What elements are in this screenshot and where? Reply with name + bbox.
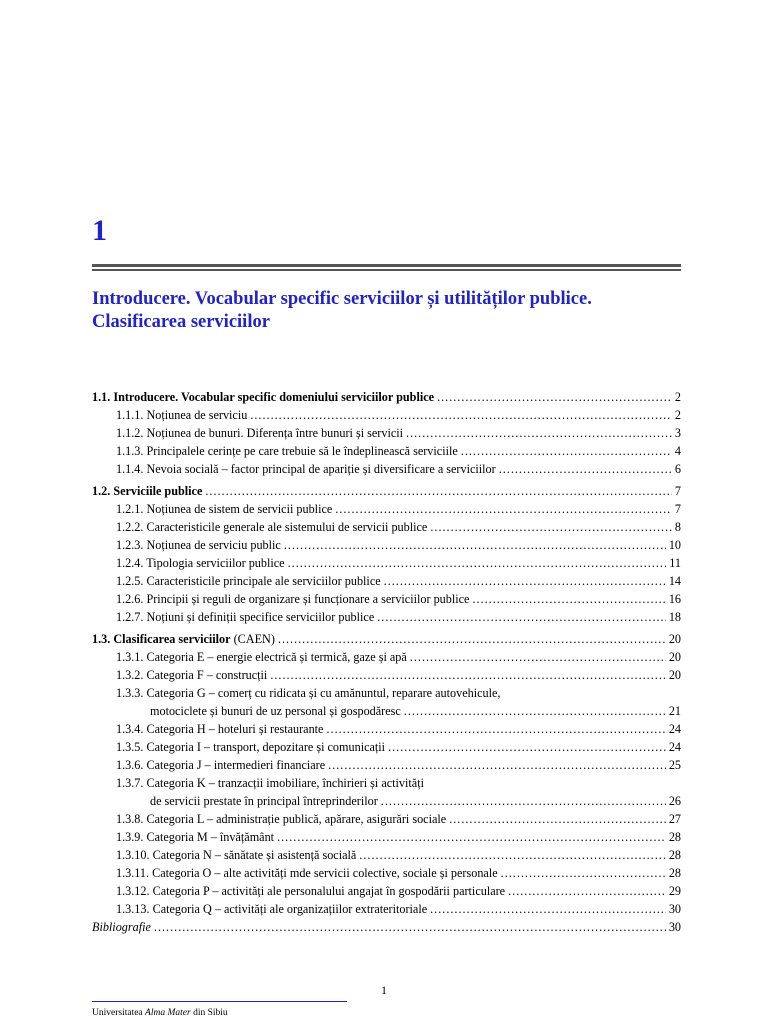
toc-entry-1-3-9[interactable]: 1.3.9. Categoria M – învățământ ..... 28 <box>92 828 681 846</box>
chapter-title <box>92 288 692 334</box>
footer-italic: Alma Mater <box>145 1008 191 1018</box>
page-number: 1 <box>381 983 387 997</box>
toc-entry-1-2-6[interactable]: 1.2.6. Principii și reguli de organizare și funcționare a serviciilor publice ..... 16 <box>92 590 681 608</box>
toc-entry-1-3-7[interactable]: 1.3.7. Categoria K – tranzacții imobiliare, închirieri și activități <box>116 776 424 790</box>
toc-entry-1-1[interactable]: 1.1. Introducere. Vocabular specific domeniului serviciilor publice ..... 2 <box>92 388 681 406</box>
chapter-number: 1 <box>92 214 107 247</box>
toc-entry-1-2[interactable]: 1.2. Serviciile publice ..... 7 <box>92 482 681 500</box>
footnote-rule <box>92 1001 347 1002</box>
toc-entry-1-2-5[interactable]: 1.2.5. Caracteristicile principale ale serviciilor publice ..... 14 <box>92 572 681 590</box>
toc-entry-1-3-5[interactable]: 1.3.5. Categoria I – transport, depozitare și comunicații ..... 24 <box>92 738 681 756</box>
toc-entry-1-3-3[interactable]: 1.3.3. Categoria G – comerț cu ridicata și cu amănuntul, reparare autovehicule, <box>116 686 501 700</box>
toc-entry-1-3-7-continued[interactable]: de servicii prestate în principal întreprinderilor ..... 26 <box>92 792 681 810</box>
toc-entry-1-2-3[interactable]: 1.2.3. Noțiunea de serviciu public ..... 10 <box>92 536 681 554</box>
table-of-contents <box>92 388 681 936</box>
chapter-title-line-2: Clasificarea serviciilor <box>92 312 270 332</box>
toc-entry-1-3-8[interactable]: 1.3.8. Categoria L – administrație publică, apărare, asigurări sociale ..... 27 <box>92 810 681 828</box>
toc-entry-1-2-7[interactable]: 1.2.7. Noțiuni și definiții specifice serviciilor publice ..... 18 <box>92 608 681 626</box>
toc-entry-1-3-1[interactable]: 1.3.1. Categoria E – energie electrică și termică, gaze și apă ..... 20 <box>92 648 681 666</box>
toc-entry-1-3-3-continued[interactable]: motociclete și bunuri de uz personal și gospodăresc ..... 21 <box>92 702 681 720</box>
toc-entry-1-3-11[interactable]: 1.3.11. Categoria O – alte activități mde servicii colective, sociale și personale ..... 28 <box>92 864 681 882</box>
chapter-rule-thick <box>92 264 681 267</box>
chapter-rule-thin <box>92 269 681 271</box>
chapter-title-line-1: Introducere. Vocabular specific serviciilor și utilităților publice. <box>92 289 592 309</box>
toc-entry-1-1-3[interactable]: 1.1.3. Principalele cerințe pe care trebuie să le îndeplinească serviciile ..... 4 <box>92 442 681 460</box>
toc-entry-1-2-4[interactable]: 1.2.4. Tipologia serviciilor publice ..... 11 <box>92 554 681 572</box>
toc-entry-1-1-1[interactable]: 1.1.1. Noțiunea de serviciu ..... 2 <box>92 406 681 424</box>
toc-entry-1-3-6[interactable]: 1.3.6. Categoria J – intermedieri financiare ..... 25 <box>92 756 681 774</box>
toc-entry-1-3[interactable]: 1.3. Clasificarea serviciilor (CAEN) ..... 20 <box>92 630 681 648</box>
toc-entry-1-2-1[interactable]: 1.2.1. Noțiunea de sistem de servicii publice ..... 7 <box>92 500 681 518</box>
toc-entry-1-3-4[interactable]: 1.3.4. Categoria H – hoteluri și restaurante ..... 24 <box>92 720 681 738</box>
toc-entry-bibliography[interactable]: Bibliografie ..... 30 <box>92 918 681 936</box>
toc-entry-1-1-2[interactable]: 1.1.2. Noțiunea de bunuri. Diferența între bunuri și servicii ..... 3 <box>92 424 681 442</box>
toc-entry-1-3-2[interactable]: 1.3.2. Categoria F – construcții ..... 20 <box>92 666 681 684</box>
toc-entry-1-3-10[interactable]: 1.3.10. Categoria N – sănătate și asistență socială ..... 28 <box>92 846 681 864</box>
footer-note: Universitatea Alma Mater din Sibiu <box>92 1008 228 1018</box>
toc-entry-1-1-4[interactable]: 1.1.4. Nevoia socială – factor principal de apariție și diversificare a serviciilor ..... 6 <box>92 460 681 478</box>
toc-entry-1-3-13[interactable]: 1.3.13. Categoria Q – activități ale organizațiilor extrateritoriale ..... 30 <box>92 900 681 918</box>
toc-entry-1-2-2[interactable]: 1.2.2. Caracteristicile generale ale sistemului de servicii publice ..... 8 <box>92 518 681 536</box>
toc-entry-1-3-12[interactable]: 1.3.12. Categoria P – activități ale personalului angajat în gospodării particulare ..... 29 <box>92 882 681 900</box>
